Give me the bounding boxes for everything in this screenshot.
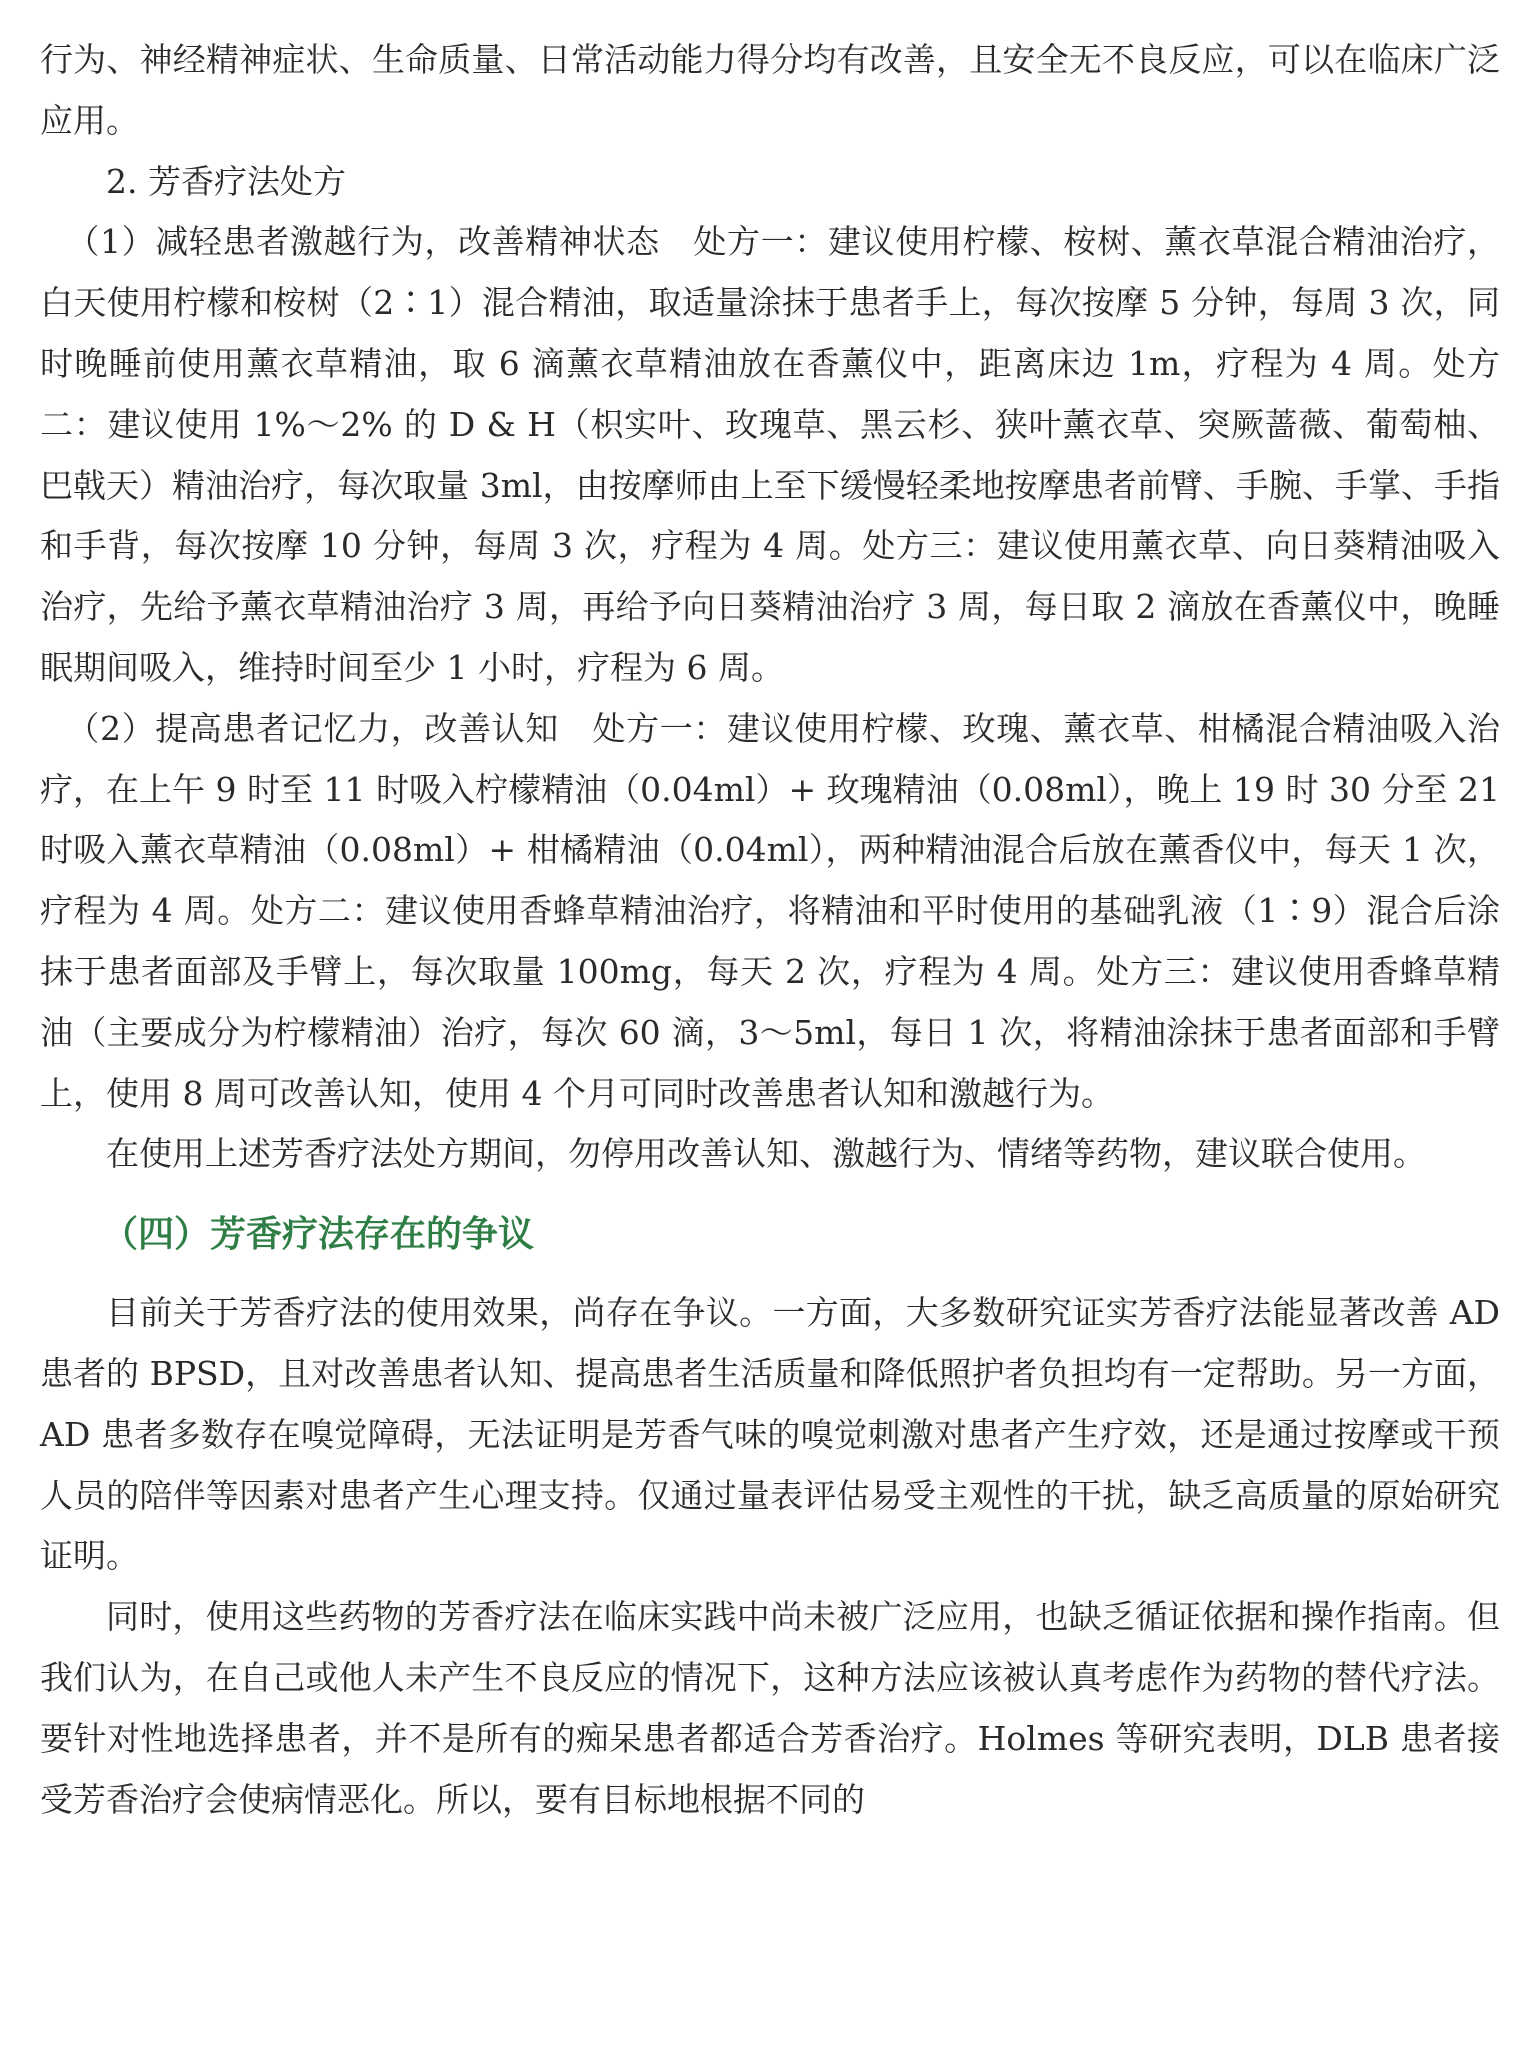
paragraph-memory-prescriptions: （2）提高患者记忆力，改善认知 处方一：建议使用柠檬、玫瑰、薰衣草、柑橘混合精油吸入治疗，在上午 9 时至 11 时吸入柠檬精油（0.04ml）+ 玫瑰精油（0.08ml），晚上 19 时 30 分至 21 时吸入薰衣草精油（0.08ml）+ 柑橘精油（0.04ml），两种精油混合后放在薰香仪中，每天 1 次，疗程为 4 周。处方二：建议使用香蜂草精油治疗，将精油和平时使用的基础乳液（1∶9）混合后涂抹于患者面部及手臂上，每次取量 100mg，每天 2 次，疗程为 4 周。处方三：建议使用香蜂草精油（主要成分为柠檬精油）治疗，每次 60 滴，3～5ml，每日 1 次，将精油涂抹于患者面部和手臂上，使用 8 周可改善认知，使用 4 个月可同时改善患者认知和激越行为。	[40, 708, 1500, 1113]
document-page	[40, 30, 1500, 1830]
paragraph-continuation: 行为、神经精神症状、生命质量、日常活动能力得分均有改善，且安全无不良反应，可以在临床广泛应用。	[40, 40, 1500, 140]
paragraph-agitation-prescriptions: （1）减轻患者激越行为，改善精神状态 处方一：建议使用柠檬、桉树、薰衣草混合精油治疗，白天使用柠檬和桉树（2∶1）混合精油，取适量涂抹于患者手上，每次按摩 5 分钟，每周 3 次，同时晚睡前使用薰衣草精油，取 6 滴薰衣草精油放在香薰仪中，距离床边 1m，疗程为 4 周。处方二：建议使用 1%～2% 的 D & H（枳实叶、玫瑰草、黑云杉、狭叶薰衣草、突厥蔷薇、葡萄柚、巴戟天）精油治疗，每次取量 3ml，由按摩师由上至下缓慢轻柔地按摩患者前臂、手腕、手掌、手指和手背，每次按摩 10 分钟，每周 3 次，疗程为 4 周。处方三：建议使用薰衣草、向日葵精油吸入治疗，先给予薰衣草精油治疗 3 周，再给予向日葵精油治疗 3 周，每日取 2 滴放在香薰仪中，晚睡眠期间吸入，维持时间至少 1 小时，疗程为 6 周。	[40, 222, 1500, 687]
paragraph-clinical-practice: 同时，使用这些药物的芳香疗法在临床实践中尚未被广泛应用，也缺乏循证依据和操作指南。但我们认为，在自己或他人未产生不良反应的情况下，这种方法应该被认真考虑作为药物的替代疗法。要针对性地选择患者，并不是所有的痴呆患者都适合芳香治疗。Holmes 等研究表明，DLB 患者接受芳香治疗会使病情恶化。所以，要有目标地根据不同的	[40, 1597, 1500, 1819]
section-heading-controversy: （四）芳香疗法存在的争议	[102, 1214, 535, 1256]
subsection-title-aromatherapy-prescriptions: 2. 芳香疗法处方	[106, 161, 346, 201]
paragraph-combined-use-note: 在使用上述芳香疗法处方期间，勿停用改善认知、激越行为、情绪等药物，建议联合使用。	[106, 1134, 1426, 1174]
paragraph-controversy-evidence: 目前关于芳香疗法的使用效果，尚存在争议。一方面，大多数研究证实芳香疗法能显著改善 AD 患者的 BPSD，且对改善患者认知、提高患者生活质量和降低照护者负担均有一定帮助。另一方面，AD 患者多数存在嗅觉障碍，无法证明是芳香气味的嗅觉刺激对患者产生疗效，还是通过按摩或干预人员的陪伴等因素对患者产生心理支持。仅通过量表评估易受主观性的干扰，缺乏高质量的原始研究证明。	[40, 1293, 1500, 1576]
